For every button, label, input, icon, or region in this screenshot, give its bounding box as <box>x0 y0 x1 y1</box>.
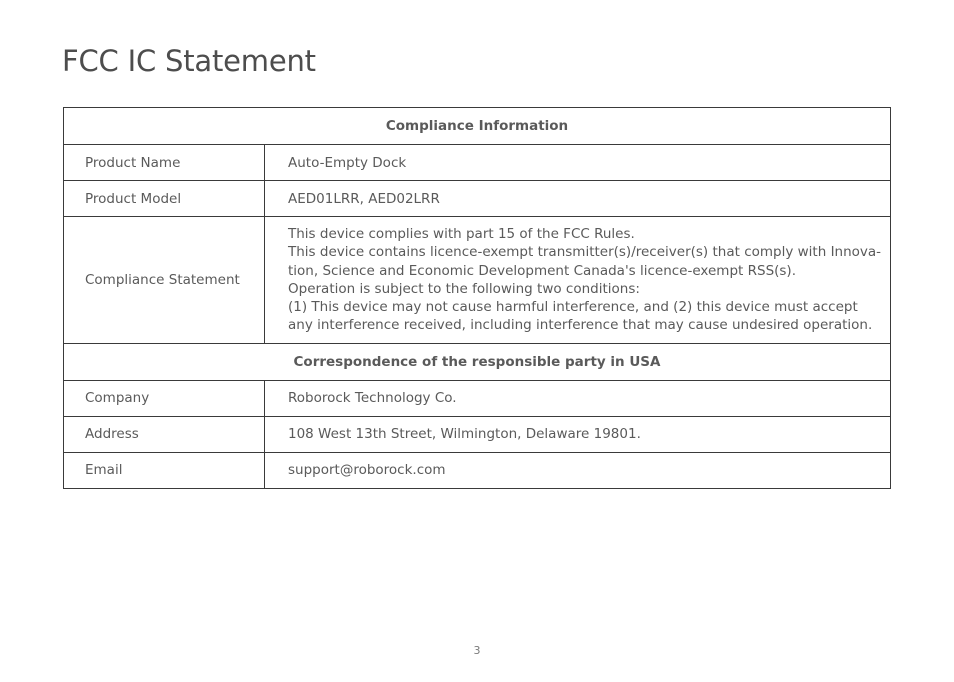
compliance-statement-value <box>265 217 891 344</box>
company-value: Roborock Technology Co. <box>265 380 891 416</box>
compliance-information-header: Compliance Information <box>64 108 891 145</box>
statement-line: (1) This device may not cause harmful interference, and (2) this device must accept <box>288 299 858 316</box>
table-row <box>64 452 891 488</box>
table-row <box>64 145 891 181</box>
compliance-statement-label: Compliance Statement <box>64 217 265 344</box>
page-number: 3 <box>473 644 481 657</box>
statement-line: Operation is subject to the following two conditions: <box>288 280 640 297</box>
statement-line: tion, Science and Economic Development Canada's licence-exempt RSS(s). <box>288 262 796 279</box>
company-label: Company <box>64 380 265 416</box>
address-value: 108 West 13th Street, Wilmington, Delaware 19801. <box>265 416 891 452</box>
statement-line: This device contains licence-exempt transmitter(s)/receiver(s) that comply with Innova- <box>288 244 882 261</box>
address-label: Address <box>64 416 265 452</box>
table-row <box>64 380 891 416</box>
responsible-party-header: Correspondence of the responsible party in USA <box>64 343 891 380</box>
page-title: FCC IC Statement <box>62 44 316 78</box>
product-name-label: Product Name <box>64 145 265 181</box>
compliance-table <box>63 107 891 489</box>
table-row <box>64 217 891 344</box>
section-header-row <box>64 343 891 380</box>
statement-line: any interference received, including interference that may cause undesired operation. <box>288 317 873 334</box>
section-header-row <box>64 108 891 145</box>
email-value: support@roborock.com <box>265 452 891 488</box>
product-model-label: Product Model <box>64 181 265 217</box>
product-model-value: AED01LRR, AED02LRR <box>265 181 891 217</box>
statement-line: This device complies with part 15 of the FCC Rules. <box>288 226 635 242</box>
table-row <box>64 181 891 217</box>
table-row <box>64 416 891 452</box>
email-label: Email <box>64 452 265 488</box>
product-name-value: Auto-Empty Dock <box>265 145 891 181</box>
